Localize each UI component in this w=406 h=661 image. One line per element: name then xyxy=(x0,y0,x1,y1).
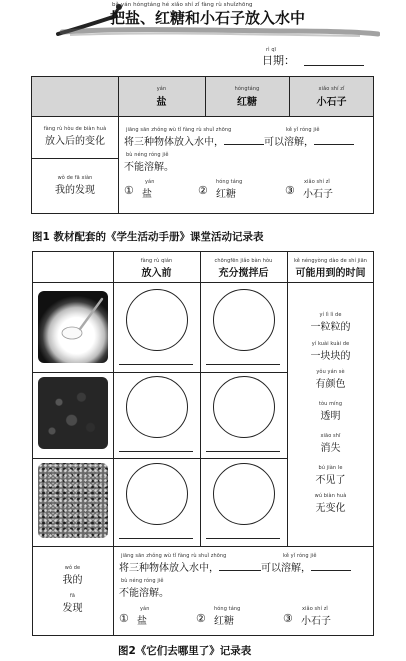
page-title: 把盐、红糖和小石子放入水中 xyxy=(110,9,306,27)
table1-hline-2 xyxy=(31,158,119,159)
t1-option-3-pinyin: xiǎo shí zǐ xyxy=(304,179,330,185)
t2-answer-blank-1[interactable] xyxy=(219,561,261,571)
word-bank-3-pinyin: yǒu yán sè xyxy=(316,369,345,375)
table1-header-pebble: 小石子 xyxy=(316,97,347,108)
table2-header-before: 放入前 xyxy=(141,268,172,279)
t1-answer-blank-2[interactable] xyxy=(314,135,354,145)
t2-option-1-pinyin: yán xyxy=(140,606,150,612)
sugar-before-answer-line[interactable] xyxy=(119,451,193,452)
row-change-label: 放入后的变化 xyxy=(45,136,105,147)
t1-option-2-pinyin: hóng táng xyxy=(216,179,243,185)
t2-answer-blank-2[interactable] xyxy=(311,561,351,571)
table2-hline-3 xyxy=(32,458,287,459)
t1-sentence-pinyin-1: jiāng sān zhǒng wù tǐ fàng rù shuǐ zhōng xyxy=(126,127,232,133)
t2-option-3-num: ③ xyxy=(283,612,293,625)
t2-sentence-part-1: 将三种物体放入水中， xyxy=(119,563,219,574)
row-discovery-label: 我的发现 xyxy=(55,185,95,196)
word-bank-6: 不见了 xyxy=(315,475,346,486)
table2-hline-1 xyxy=(32,282,374,283)
t1-option-3 xyxy=(285,184,295,197)
table2-hline-4 xyxy=(32,546,374,547)
t2-option-1-label: 盐 xyxy=(137,616,147,627)
date-field[interactable] xyxy=(304,65,364,66)
table1-header-pebble-pinyin: xiǎo shí zǐ xyxy=(318,86,345,92)
t2-discovery-pinyin-2: fā xyxy=(69,593,76,599)
word-bank-6-pinyin: bú jiàn le xyxy=(318,465,343,471)
table1-header-sugar: 红糖 xyxy=(237,97,257,108)
t1-option-2-num: ② xyxy=(198,184,208,197)
t1-option-3-label: 小石子 xyxy=(303,189,333,200)
t2-discovery-label-1: 我的 xyxy=(62,575,83,586)
t2-sentence-part-2: 可以溶解， xyxy=(261,563,311,574)
t1-option-2-label: 红糖 xyxy=(216,189,236,200)
t2-sentence-part-3: 不能溶解。 xyxy=(119,588,169,599)
t2-option-2-num: ② xyxy=(196,612,206,625)
word-bank-5: 消失 xyxy=(320,443,341,454)
sugar-after-answer-line[interactable] xyxy=(206,451,280,452)
t1-sentence-pinyin-2: kě yǐ róng jiě xyxy=(286,127,320,133)
pebble-before-answer-line[interactable] xyxy=(119,538,193,539)
table2-header-after: 充分搅拌后 xyxy=(218,268,269,279)
word-bank-7: 无变化 xyxy=(315,503,346,514)
t2-option-2-pinyin: hóng táng xyxy=(214,606,241,612)
table2-vline-2 xyxy=(200,251,201,546)
table2-vline-4 xyxy=(113,546,114,636)
word-bank-5-pinyin: xiāo shī xyxy=(320,433,341,439)
word-bank-2-pinyin: yí kuài kuài de xyxy=(311,341,350,347)
t1-answer-blank-1[interactable] xyxy=(224,135,264,145)
t2-discovery-label-2: 发现 xyxy=(62,603,83,614)
t1-option-1-num: ① xyxy=(124,184,134,197)
brown-sugar-photo xyxy=(38,377,108,449)
table2-hline-2 xyxy=(32,372,287,373)
pebble-after-answer-line[interactable] xyxy=(206,538,280,539)
table1-header-sugar-pinyin: hóngtáng xyxy=(234,86,260,92)
t2-sentence-pinyin-3: bù néng róng jiě xyxy=(121,578,164,584)
table2-header-time-pinyin: kě néngyòng dào de shí jiān xyxy=(293,258,368,264)
t2-option-2 xyxy=(196,612,206,625)
salt-after-circle[interactable] xyxy=(213,289,275,351)
word-bank-7-pinyin: wú biàn huà xyxy=(314,493,347,499)
word-bank-1-pinyin: yí lì lì de xyxy=(319,312,342,318)
t2-option-1-num: ① xyxy=(119,612,129,625)
word-bank-2: 一块块的 xyxy=(310,351,351,362)
title-pinyin: bǎ yán hóngtáng hé xiǎo shí zǐ fàng rù shuǐzhōng xyxy=(112,2,253,8)
t1-option-1-pinyin: yán xyxy=(145,179,155,185)
date-label: 日期： xyxy=(262,54,295,67)
t1-option-1-label: 盐 xyxy=(142,189,152,200)
row-change-pinyin: fàng rù hòu de biàn huà xyxy=(43,126,107,132)
salt-photo xyxy=(38,291,108,363)
table1-hline-1 xyxy=(31,116,374,117)
t2-option-3 xyxy=(283,612,293,625)
pebble-before-circle[interactable] xyxy=(126,463,188,525)
spoon-icon xyxy=(38,291,108,363)
salt-before-answer-line[interactable] xyxy=(119,364,193,365)
t1-sentence-part-3: 不能溶解。 xyxy=(124,162,174,173)
word-bank-4: 透明 xyxy=(320,411,341,422)
t1-option-1 xyxy=(124,184,134,197)
pebble-after-circle[interactable] xyxy=(213,463,275,525)
t2-sentence-pinyin-2: kě yǐ róng jiě xyxy=(283,553,317,559)
t2-option-3-pinyin: xiǎo shí zǐ xyxy=(302,606,328,612)
salt-after-answer-line[interactable] xyxy=(206,364,280,365)
table1-header-salt: 盐 xyxy=(156,97,167,108)
sugar-before-circle[interactable] xyxy=(126,376,188,438)
t1-sentence-part-1: 将三种物体放入水中， xyxy=(124,137,224,148)
pebbles-photo xyxy=(38,463,108,538)
table1-header-salt-pinyin: yán xyxy=(156,86,167,92)
row-discovery-pinyin: wǒ de fā xiàn xyxy=(57,175,93,181)
table2-header-before-pinyin: fàng rù qián xyxy=(140,258,173,264)
caption-figure-1: 图1 教材配套的《学生活动手册》课堂活动记录表 xyxy=(32,231,264,243)
t2-discovery-pinyin-1: wǒ de xyxy=(64,565,81,571)
salt-before-circle[interactable] xyxy=(126,289,188,351)
t1-option-3-num: ③ xyxy=(285,184,295,197)
t1-sentence-part-2: 可以溶解， xyxy=(264,137,314,148)
t1-option-2 xyxy=(198,184,208,197)
table2-header-time: 可能用到的时间 xyxy=(295,268,366,279)
t1-sentence-line-1 xyxy=(124,133,354,148)
t2-option-2-label: 红糖 xyxy=(214,616,234,627)
t2-sentence-line-1 xyxy=(119,559,351,574)
date-pinyin: rì qī xyxy=(266,47,277,53)
table2-vline-1 xyxy=(113,251,114,546)
word-bank-4-pinyin: tòu míng xyxy=(318,401,343,407)
t2-option-1 xyxy=(119,612,129,625)
table2-header-after-pinyin: chōngfēn jiǎo bàn hòu xyxy=(214,258,273,264)
word-bank-1: 一粒粒的 xyxy=(310,322,351,333)
caption-figure-2: 图2《它们去哪里了》记录表 xyxy=(118,645,252,657)
t2-sentence-pinyin-1: jiāng sān zhǒng wù tǐ fàng rù shuǐ zhōng xyxy=(121,553,227,559)
t2-option-3-label: 小石子 xyxy=(301,616,331,627)
word-bank-3: 有颜色 xyxy=(315,379,346,390)
sugar-after-circle[interactable] xyxy=(213,376,275,438)
t1-sentence-pinyin-3: bù néng róng jiě xyxy=(126,152,169,158)
